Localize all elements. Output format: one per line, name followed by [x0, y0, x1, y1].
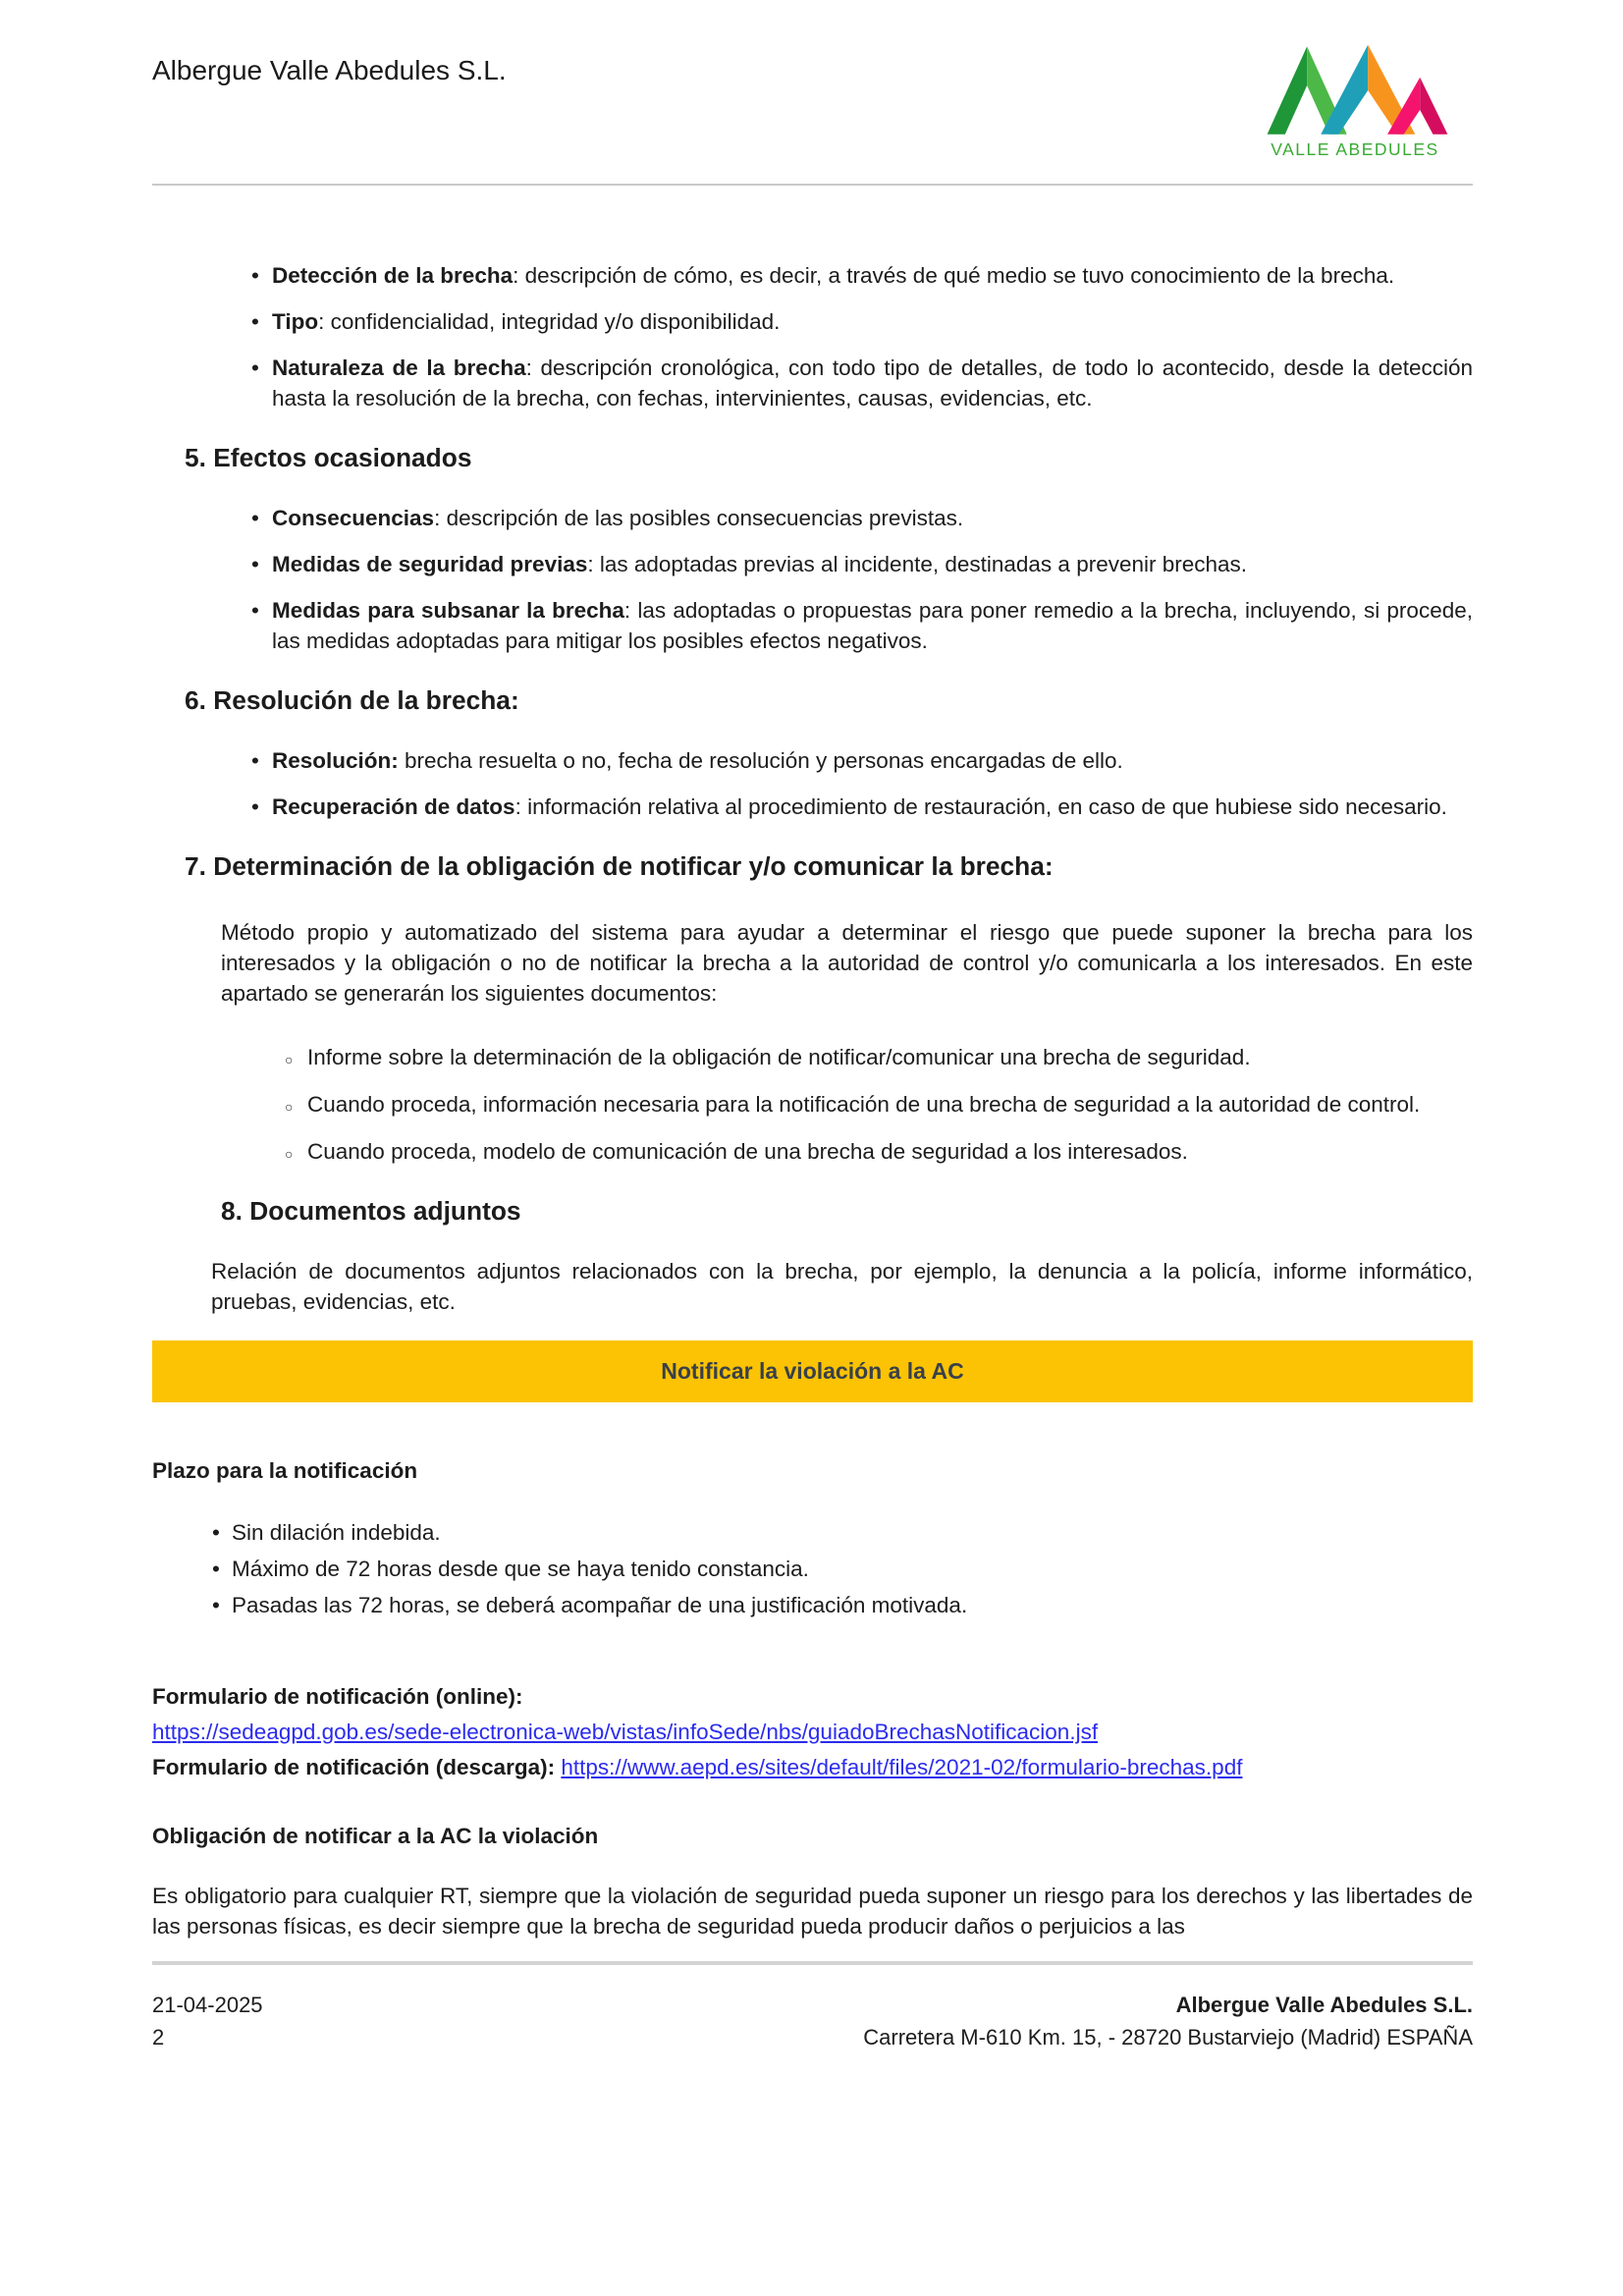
list-item: [245, 595, 1473, 656]
download-form-link[interactable]: https://www.aepd.es/sites/default/files/2021-02/formulario-brechas.pdf: [561, 1755, 1243, 1779]
section-7-paragraph: Método propio y automatizado del sistema para ayudar a determinar el riesgo que puede suponer la brecha para los interesados y la obligación o no de notificar la brecha a la autoridad de control y/o comunicarla a los interesados. En este apartado se generarán los siguientes documentos:: [221, 920, 1473, 1006]
page-header: [152, 0, 1473, 157]
footer-right: [863, 1989, 1473, 2053]
logo-green-left-leg: [1268, 46, 1308, 134]
footer-address: Carretera M-610 Km. 15, - 28720 Bustarviejo (Madrid) ESPAÑA: [863, 2025, 1473, 2050]
notify-ac-banner: Notificar la violación a la AC: [152, 1340, 1473, 1402]
list-item: • Sin dilación indebida.: [206, 1517, 1473, 1548]
online-form-label: Formulario de notificación (online):: [152, 1684, 523, 1709]
online-form-link[interactable]: https://sedeagpd.gob.es/sede-electronica-web/vistas/infoSede/nbs/guiadoBrechasNotificacion.jsf: [152, 1720, 1099, 1744]
plazo-bullet-list: [206, 1517, 1473, 1620]
list-item: ○ Informe sobre la determinación de la obligación de notificar/comunicar una brecha de seguridad.: [285, 1042, 1473, 1072]
footer-date: 21-04-2025: [152, 1993, 263, 2017]
list-item: • Máximo de 72 horas desde que se haya tenido constancia.: [206, 1554, 1473, 1584]
footer-left: [152, 1989, 263, 2053]
term: Naturaleza de la brecha: [272, 355, 526, 380]
definition: : las adoptadas previas al incidente, destinadas a prevenir brechas.: [587, 552, 1248, 576]
definition: : descripción cronológica, con todo tipo de detalles, de todo lo acontecido, desde la detección hasta la resolución de la brecha, con fechas, intervinientes, causas, evidencias, etc.: [272, 355, 1474, 410]
list-item: [245, 260, 1473, 291]
obligation-heading: Obligación de notificar a la AC la violación: [152, 1824, 599, 1848]
online-form-link-line: [152, 1715, 1473, 1750]
list-item: • Pasadas las 72 horas, se deberá acompañar de una justificación motivada.: [206, 1590, 1473, 1620]
logo-caption: VALLE ABEDULES: [1271, 139, 1439, 159]
obligation-paragraph: Es obligatorio para cualquier RT, siempre que la violación de seguridad pueda suponer un riesgo para los derechos y las libertades de las personas físicas, es decir siempre que la brecha de seguridad pueda producir daños o perjuicios a las: [152, 1884, 1473, 1939]
intro-bullet-list: [245, 260, 1473, 413]
definition: brecha resuelta o no, fecha de resolución y personas encargadas de ello.: [398, 748, 1123, 773]
footer-page-number: 2: [152, 2025, 165, 2050]
plazo-heading: Plazo para la notificación: [152, 1458, 418, 1483]
logo-pink-right-leg: [1420, 78, 1447, 135]
online-form-label-line: [152, 1679, 1473, 1715]
list-item: [245, 503, 1473, 533]
footer-company: Albergue Valle Abedules S.L.: [1175, 1993, 1473, 2017]
list-item: [245, 792, 1473, 822]
section-5-bullet-list: [245, 503, 1473, 656]
definition: : descripción de las posibles consecuencias previstas.: [434, 506, 964, 530]
page-footer: [152, 1989, 1473, 2053]
term: Medidas de seguridad previas: [272, 552, 588, 576]
term: Medidas para subsanar la brecha: [272, 598, 624, 623]
definition: : las adoptadas o propuestas para poner remedio a la brecha, incluyendo, si procede, las medidas adoptadas para mitigar los posibles efectos negativos.: [272, 598, 1473, 653]
section-8-paragraph: Relación de documentos adjuntos relacionados con la brecha, por ejemplo, la denuncia a la policía, informe informático, pruebas, evidencias, etc.: [211, 1259, 1473, 1314]
section-7-sub-bullet-list: [285, 1042, 1473, 1167]
list-item: ○ Cuando proceda, información necesaria para la notificación de una brecha de seguridad a la autoridad de control.: [285, 1089, 1473, 1120]
download-form-line: [152, 1750, 1473, 1785]
section-7-heading: 7. Determinación de la obligación de notificar y/o comunicar la brecha:: [185, 851, 1054, 881]
term: Recuperación de datos: [272, 794, 515, 819]
definition: : descripción de cómo, es decir, a través de qué medio se tuvo conocimiento de la brecha.: [513, 263, 1395, 288]
term: Tipo: [272, 309, 319, 334]
footer-divider: [152, 1961, 1473, 1965]
document-body: [152, 260, 1473, 1941]
company-name: Albergue Valle Abedules S.L.: [152, 55, 507, 85]
list-item: [245, 353, 1473, 413]
list-item: ○ Cuando proceda, modelo de comunicación de una brecha de seguridad a los interesados.: [285, 1136, 1473, 1167]
definition: : confidencialidad, integridad y/o disponibilidad.: [318, 309, 781, 334]
notification-forms-block: [152, 1679, 1473, 1785]
list-item: [245, 745, 1473, 776]
section-6-heading: 6. Resolución de la brecha:: [185, 685, 519, 715]
header-divider: [152, 184, 1473, 186]
mountains-logo-icon: [1252, 43, 1458, 137]
list-item: [245, 549, 1473, 579]
term: Resolución:: [272, 748, 399, 773]
list-item: [245, 306, 1473, 337]
definition: : información relativa al procedimiento de restauración, en caso de que hubiese sido necesario.: [514, 794, 1447, 819]
term: Consecuencias: [272, 506, 435, 530]
term: Detección de la brecha: [272, 263, 514, 288]
company-logo: [1237, 43, 1473, 160]
download-form-label: Formulario de notificación (descarga):: [152, 1755, 556, 1779]
section-8-heading: 8. Documentos adjuntos: [221, 1196, 521, 1226]
section-6-bullet-list: [245, 745, 1473, 822]
section-5-heading: 5. Efectos ocasionados: [185, 443, 472, 472]
